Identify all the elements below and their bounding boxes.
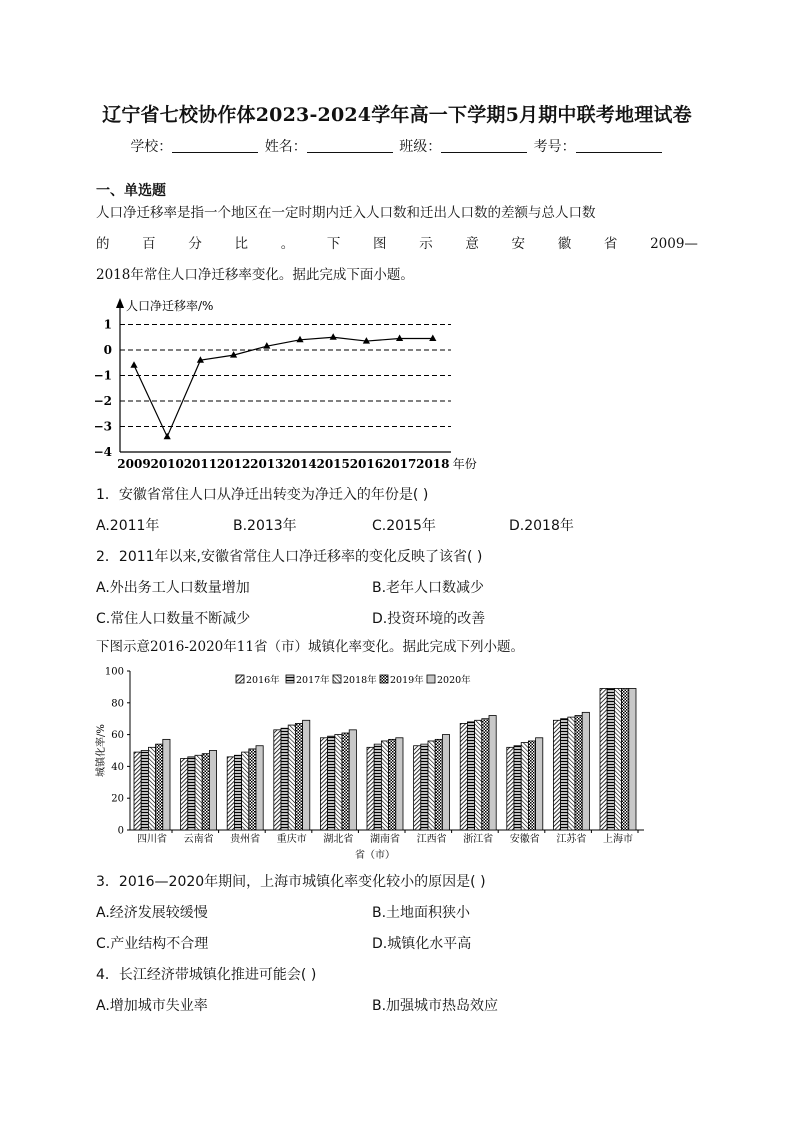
x-tick-label: 贵州省 — [230, 834, 261, 845]
y-tick-label: 0 — [103, 343, 112, 357]
urbanization-bar-chart — [92, 664, 652, 866]
bar — [295, 723, 302, 830]
data-point — [396, 335, 403, 342]
legend-swatch — [380, 675, 388, 683]
bar — [467, 722, 474, 830]
passage-1-word: 徽 — [557, 236, 572, 252]
data-point — [429, 335, 436, 342]
name-label: 姓名： — [264, 139, 307, 155]
bar — [242, 752, 249, 830]
bar — [303, 720, 310, 830]
x-tick-label: 四川省 — [137, 834, 167, 845]
data-point — [330, 333, 337, 340]
passage-1-line-3: 2018年常住人口净迁移率变化。据此完成下面小题。 — [96, 267, 414, 283]
legend-swatch — [286, 675, 294, 683]
bar — [507, 747, 514, 830]
passage-1-word: 2009— — [650, 236, 698, 252]
passage-1-word: 。 — [280, 236, 295, 252]
x-tick-label: 2009 — [117, 457, 151, 471]
y-tick-label: 1 — [103, 317, 112, 332]
q1-option-d[interactable]: D.2018年 — [509, 518, 574, 534]
bar — [202, 754, 209, 830]
question-2-stem: 2．2011年以来,安徽省常住人口净迁移率的变化反映了该省( ) — [96, 549, 483, 565]
bar — [536, 738, 543, 830]
bar — [328, 736, 335, 830]
bar — [528, 741, 535, 830]
passage-1 — [96, 198, 698, 291]
q1-option-a[interactable]: A.2011年 — [96, 518, 160, 534]
bar — [600, 688, 607, 830]
x-tick-label: 2011 — [183, 457, 218, 471]
q3-option-a[interactable]: A.经济发展较缓慢 — [96, 905, 208, 921]
passage-1-word: 省 — [603, 236, 618, 252]
q1-option-b[interactable]: B.2013年 — [233, 518, 297, 534]
bar — [320, 738, 327, 830]
class-blank — [441, 138, 527, 153]
bar — [381, 741, 388, 830]
y-axis-label: 城镇化率/% — [96, 724, 107, 777]
bar — [582, 712, 589, 830]
x-tick-label: 2014 — [283, 457, 317, 471]
x-tick-label: 江苏省 — [556, 834, 587, 845]
bar — [460, 723, 467, 830]
passage-1-word: 下 — [326, 236, 341, 252]
passage-2: 下图示意2016-2020年11省（市）城镇化率变化。据此完成下列小题。 — [96, 639, 524, 655]
y-tick-label: −2 — [93, 394, 112, 408]
bar — [553, 720, 560, 830]
bar — [134, 752, 141, 830]
bar — [288, 725, 295, 830]
bar — [414, 746, 421, 830]
q2-option-b[interactable]: B.老年人口数减少 — [372, 580, 485, 596]
legend-swatch — [333, 675, 341, 683]
passage-1-word: 分 — [188, 236, 202, 252]
y-tick-label: 20 — [111, 793, 124, 805]
x-tick-label: 云南省 — [183, 834, 214, 845]
x-tick-label: 2015 — [316, 457, 350, 471]
q3-option-d[interactable]: D.城镇化水平高 — [372, 936, 472, 952]
bar — [561, 719, 568, 830]
bar — [629, 688, 636, 830]
y-tick-label: 60 — [111, 730, 124, 742]
passage-1-word: 比 — [234, 236, 249, 252]
bar — [281, 728, 288, 830]
y-tick-label: 0 — [117, 825, 124, 837]
x-tick-label: 重庆市 — [276, 834, 307, 845]
bar — [521, 743, 528, 830]
y-tick-label: 40 — [111, 761, 124, 773]
legend-entry: 2018年 — [343, 675, 377, 686]
exam-no-label: 考号： — [533, 139, 576, 155]
bar — [249, 749, 256, 830]
school-blank — [172, 138, 258, 153]
q2-option-a[interactable]: A.外出务工人口数量增加 — [96, 580, 250, 596]
bar — [274, 730, 281, 830]
passage-1-word: 的 — [96, 236, 110, 252]
bar — [227, 757, 234, 830]
series-line — [134, 337, 433, 436]
x-tick-label: 上海市 — [603, 834, 633, 845]
legend-entry: 2016年 — [246, 675, 280, 686]
y-tick-label: 80 — [111, 698, 124, 710]
passage-1-line-2 — [96, 229, 698, 260]
legend-entry: 2020年 — [437, 675, 471, 686]
section-heading: 一、单选题 — [96, 183, 166, 199]
x-tick-label: 2016 — [349, 457, 384, 471]
bar — [349, 730, 356, 830]
bar — [514, 746, 521, 830]
bar — [156, 744, 163, 830]
bar — [234, 755, 241, 830]
bar — [209, 751, 216, 831]
question-1-stem: 1．安徽省常住人口从净迁出转变为净迁入的年份是( ) — [96, 487, 429, 503]
passage-1-word: 示 — [419, 236, 433, 252]
bar — [614, 688, 621, 830]
q2-option-c[interactable]: C.常住人口数量不断减少 — [96, 611, 251, 627]
bar — [489, 716, 496, 830]
question-4-stem: 4．长江经济带城镇化推进可能会( ) — [96, 967, 317, 983]
bar — [575, 716, 582, 830]
passage-1-word: 安 — [511, 236, 526, 252]
data-point — [130, 361, 137, 368]
x-tick-label: 2012 — [216, 457, 251, 471]
q3-option-c[interactable]: C.产业结构不合理 — [96, 936, 209, 952]
passage-1-word: 意 — [465, 236, 479, 252]
x-tick-label: 安徽省 — [509, 834, 540, 845]
y-tick-label: −3 — [93, 419, 112, 434]
net-migration-line-chart — [93, 294, 496, 476]
bar — [389, 739, 396, 830]
bar — [442, 735, 449, 830]
x-tick-label: 2010 — [150, 457, 184, 471]
bar — [374, 744, 381, 830]
bar — [396, 738, 403, 830]
bar — [622, 688, 629, 830]
page-title: 辽宁省七校协作体2023-2024学年高一下学期5月期中联考地理试卷 — [102, 104, 692, 126]
bar — [367, 747, 374, 830]
data-point — [164, 433, 171, 440]
bar — [568, 717, 575, 830]
x-tick-label: 湖北省 — [323, 834, 354, 845]
q4-option-a[interactable]: A.增加城市失业率 — [96, 998, 208, 1014]
bar — [195, 755, 202, 830]
x-tick-label: 2013 — [250, 457, 284, 471]
q1-option-c[interactable]: C.2015年 — [372, 518, 436, 534]
legend-swatch — [236, 675, 244, 683]
question-3-stem: 3．2016—2020年期间，上海市城镇化率变化较小的原因是( ) — [96, 874, 486, 890]
q3-option-b[interactable]: B.土地面积狭小 — [372, 905, 471, 921]
student-info-line — [0, 136, 794, 156]
y-axis-arrow — [116, 298, 124, 308]
x-tick-label: 浙江省 — [463, 834, 494, 845]
bar — [435, 739, 442, 830]
bar — [428, 741, 435, 830]
name-blank — [307, 138, 393, 153]
bar — [148, 747, 155, 830]
y-tick-label: 100 — [104, 666, 124, 678]
y-tick-label: −1 — [93, 368, 112, 383]
q2-option-d[interactable]: D.投资环境的改善 — [372, 611, 486, 627]
bar — [421, 744, 428, 830]
x-tick-label: 2017 — [382, 457, 417, 471]
passage-1-word: 图 — [373, 236, 387, 252]
bar — [256, 746, 263, 830]
y-axis-label: 人口净迁移率/% — [126, 299, 214, 313]
bar — [475, 720, 482, 830]
school-label: 学校： — [130, 139, 173, 155]
bar — [335, 735, 342, 830]
passage-1-word: 百 — [142, 236, 156, 252]
class-label: 班级： — [399, 139, 442, 155]
x-axis-label: 省（市） — [355, 850, 395, 861]
y-tick-label: −4 — [93, 445, 112, 459]
x-tick-label: 湖南省 — [370, 834, 400, 845]
bar — [163, 739, 170, 830]
x-axis-label: 年份 — [452, 457, 477, 471]
exam-no-blank — [576, 138, 662, 153]
legend-swatch — [427, 675, 435, 683]
bar — [342, 733, 349, 830]
q4-option-b[interactable]: B.加强城市热岛效应 — [372, 998, 499, 1014]
bar — [607, 688, 614, 830]
bar — [141, 751, 148, 831]
x-tick-label: 2018 — [416, 457, 450, 471]
bar — [188, 757, 195, 830]
bar — [181, 758, 188, 830]
legend-entry: 2019年 — [390, 675, 424, 686]
bar — [482, 719, 489, 830]
legend-entry: 2017年 — [296, 675, 330, 686]
x-tick-label: 江西省 — [416, 834, 447, 845]
passage-1-line-1: 人口净迁移率是指一个地区在一定时期内迁入人口数和迁出人口数的差额与总人口数 — [96, 205, 596, 221]
